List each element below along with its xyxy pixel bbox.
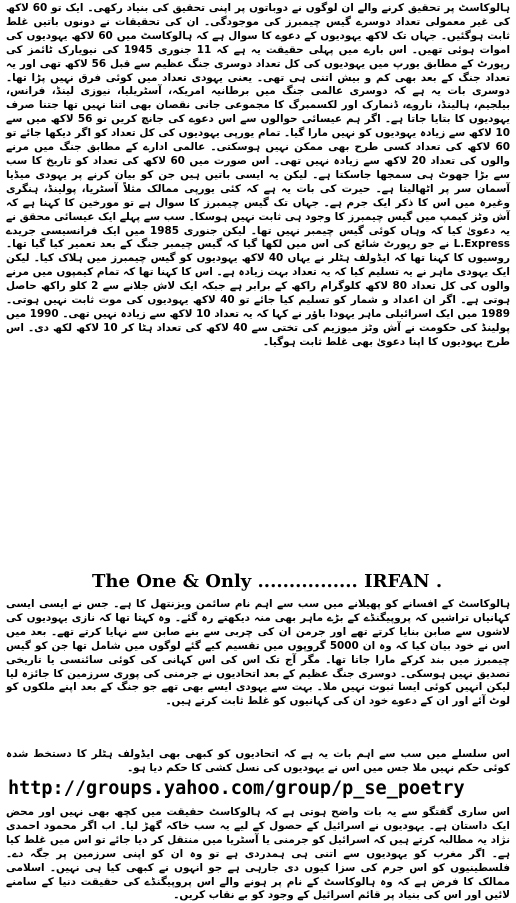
group-url-link[interactable]: http://groups.yahoo.com/group/p_se_poetry <box>8 778 465 799</box>
article-paragraph: ہالوکاسٹ کے افسانے کو پھیلانے میں سب سے اہم نام سائمن ویزنتھل کا ہے۔ جس نے ایسی ایسی کہانیاں تراشیں کہ پروپیگنڈے کے بڑے ماہر بھی منہ دیکھتے رہ گئے۔ وہ کہتا تھا کہ نازی یہودیوں کی لاشوں سے صابن بنایا کرتے تھے اور جرمن ان کی چربی سے بنے صابن سے نہایا کرتے تھے۔ بعد میں اس نے خود بیان کیا کہ وہ ان 5000 گروپوں میں تقسیم کیے گئے لوگوں میں شامل تھا جن کو گیس چیمبرز میں بند کرکے مارا جاتا تھا۔ مگر آج تک اس کی اس کہانی کی کوئی سائنسی یا تاریخی تصدیق نہیں ہوسکی۔ دوسری جنگ عظیم کے بعد اتحادیوں نے جرمنی کی پوری سرزمین کا جائزہ لیا لیکن انہیں کوئی ایسا ثبوت نہیں ملا۔ بہت سے یہودی ایسے بھی تھے جو جنگ کے بعد اپنے ملکوں کو لوٹ آئے اور ان کے دعوے خود ان کی کہانیوں کو غلط ثابت کرتے ہیں۔ <box>6 598 511 708</box>
article-paragraph: ہالوکاسٹ پر تحقیق کرنے والے ان لوگوں نے دوباتوں پر اپنی تحقیق کی بنیاد رکھی۔ ایک تو 60 لاکھ کی غیر معمولی تعداد دوسرے گیس چیمبرز کی موجودگی۔ ان کی تحقیقات نے دونوں باتیں غلط ثابت ہوگئیں۔ جہاں تک لاکھ یہودیوں کے دعوے کا سوال ہے کہ ہالوکاسٹ میں 60 لاکھ یہودیوں کی اموات ہوئی تھیں۔ اس بارے میں پہلی حقیقت یہ ہے کہ 11 جنوری 1945 کی نیویارک ٹائمز کی رپورٹ کے مطابق یورپ میں یہودیوں کی کل تعداد دوسری جنگ عظیم سے قبل 56 لاکھ تھی اور یہ تعداد جنگ کے بعد بھی کم و بیش اتنی ہی تھی۔ یعنی یہودی تعداد میں کوئی فرق نہیں پڑا تھا۔ دوسری بات یہ ہے کہ دوسری عالمی جنگ میں برطانیہ امریکہ، آسٹریلیا، نیوزی لینڈ، فرانس، بیلجیم، ہالینڈ، ناروے، ڈنمارک اور لکسمبرگ کا مجموعی جانی نقصان بھی اتنا نہیں تھا جتنا صرف یہودیوں کا بتایا جاتا ہے۔ اگر ہم عیسائی حوالوں سے اس دعوے کی جانچ کریں تو 56 لاکھ میں سے 10 لاکھ سے زیادہ یہودیوں کو نہیں مارا گیا۔ تمام یورپی یہودیوں کی کل تعداد کو اگر دیکھا جائے تو 60 لاکھ کی تعداد کسی طرح بھی ممکن نہیں ہوسکتی۔ عالمی ادارے کے مطابق جنگ میں مرنے والوں کی تعداد 20 لاکھ سے زیادہ نہیں تھی۔ اس صورت میں 60 لاکھ کی تعداد کو تاریخ کا سب سے بڑا جھوٹ ہی سمجھا جاسکتا ہے۔ لیکن یہ ایسی باتیں ہیں جن کو بیان کرنے پر یہودی میڈیا آسمان سر پر اٹھالیتا ہے۔ حیرت کی بات یہ ہے کہ کئی یورپی ممالک مثلاً آسٹریا، پولینڈ، ہنگری وغیرہ میں اس کا ذکر ایک جرم ہے۔ جہاں تک گیس چیمبرز کا سوال ہے تو مورخین کا کہنا ہے کہ آش وٹز کیمپ میں گیس چیمبرز کا وجود ہی ثابت نہیں ہوسکا۔ سب سے پہلے ایک عیسائی محقق نے یہ دعویٰ کیا کہ وہاں کوئی گیس چیمبر نہیں تھا۔ لیکن جنوری 1985 میں ایک فرانسیسی جریدے L.Express نے جو رپورٹ شائع کی اس میں لکھا گیا کہ گیس چیمبر جنگ کے بعد تعمیر کیا گیا تھا۔ روسیوں کا کہنا تھا کہ ایڈولف ہٹلر نے یہاں 40 لاکھ یہودیوں کو گیس چیمبرز میں ہلاک کیا۔ لیکن ایک یہودی ماہر نے یہ تسلیم کیا کہ یہ تعداد بہت زیادہ ہے۔ اس کا کہنا تھا کہ تمام کیمپوں میں مرنے والوں کی کل تعداد 80 لاکھ کلوگرام راکھ کے برابر ہے جبکہ ایک لاش جلانے سے 2 کلو راکھ حاصل ہوتی ہے۔ اگر ان اعداد و شمار کو تسلیم کیا جائے تو 40 لاکھ یہودیوں کی موت ثابت نہیں ہوتی۔ 1989 میں ایک اسرائیلی ماہر یہودا باؤر نے کہا کہ یہ تعداد 10 لاکھ سے زیادہ نہیں تھی۔ 1990 میں پولینڈ کی حکومت نے آش وٹز میوزیم کی تختی سے 40 لاکھ کی تعداد ہٹا کر 10 لاکھ لکھ دی۔ اس طرح یہودیوں کا اپنا دعویٰ بھی غلط ثابت ہوگیا۔ <box>6 2 511 348</box>
author-signature-banner: The One & Only ................ IRFAN . <box>92 571 443 592</box>
article-paragraph: اس ساری گفتگو سے یہ بات واضح ہوتی ہے کہ ہالوکاسٹ حقیقت میں کچھ بھی نہیں اور محض ایک داستان ہے۔ یہودیوں نے اسرائیل کے حصول کے لیے یہ سب خاکہ گھڑ لیا۔ اب اگر محمود احمدی نژاد یہ مطالبہ کرتے ہیں کہ اسرائیل کو جرمنی یا آسٹریا میں منتقل کر دیا جائے تو اس میں غلط کیا ہے۔ اگر مغرب کو یہودیوں سے اتنی ہی ہمدردی ہے تو وہ ان کو اپنی سرزمین پر جگہ دے۔ فلسطینیوں کو اس جرم کی سزا کیوں دی جارہی ہے جو انہوں نے کبھی کیا ہی نہیں۔ اسلامی ممالک کا فرض ہے کہ وہ ہالوکاسٹ کے نام پر ہونے والے اس پروپیگنڈے کی حقیقت دنیا کے سامنے لائیں اور اس کی بنیاد پر قائم اسرائیل کے وجود کو بے نقاب کریں۔ <box>6 806 510 902</box>
article-paragraph: اس سلسلے میں سب سے اہم بات یہ ہے کہ اتحادیوں کو کبھی بھی ایڈولف ہٹلر کا دستخط شدہ کوئی حکم نہیں ملا جس میں اس نے یہودیوں کی نسل کشی کا حکم دیا ہو۔ <box>6 748 510 774</box>
